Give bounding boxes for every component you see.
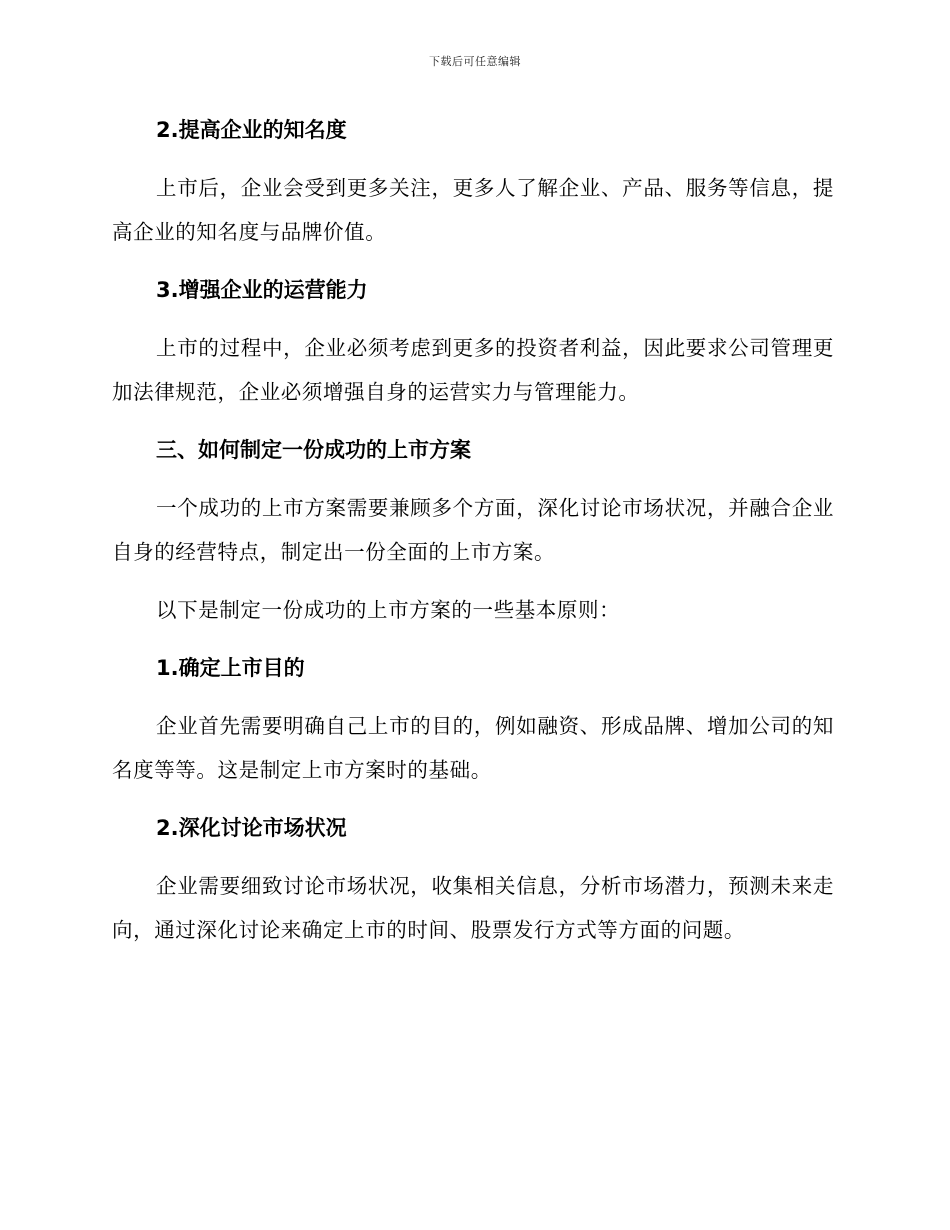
paragraph-market: 企业需要细致讨论市场状况，收集相关信息，分析市场潜力，预测未来走向，通过深化讨论来确定上市的时间、股票发行方式等方面的问题。	[112, 874, 834, 942]
paragraph-principles-intro: 以下是制定一份成功的上市方案的一些基本原则：	[156, 598, 621, 622]
paragraph-purpose: 企业首先需要明确自己上市的目的，例如融资、形成品牌、增加公司的知名度等等。这是制定上市方案时的基础。	[112, 714, 834, 782]
paragraph-reputation: 上市后，企业会受到更多关注，更多人了解企业、产品、服务等信息，提高企业的知名度与品牌价值。	[112, 176, 834, 244]
section-heading-operations: 3.增强企业的运营能力	[156, 278, 368, 302]
document-body	[112, 108, 834, 966]
paragraph-operations: 上市的过程中，企业必须考虑到更多的投资者利益，因此要求公司管理更加法律规范，企业必须增强自身的运营实力与管理能力。	[112, 336, 834, 404]
section-heading-purpose: 1.确定上市目的	[156, 656, 305, 680]
section-heading-market: 2.深化讨论市场状况	[156, 816, 347, 840]
paragraph-ipo-plan-intro: 一个成功的上市方案需要兼顾多个方面，深化讨论市场状况，并融合企业自身的经营特点，制定出一份全面的上市方案。	[112, 496, 834, 564]
header-note: 下载后可任意编辑	[429, 55, 521, 68]
section-heading-improve-reputation: 2.提高企业的知名度	[156, 118, 347, 142]
section-heading-ipo-plan: 三、如何制定一份成功的上市方案	[156, 438, 471, 462]
